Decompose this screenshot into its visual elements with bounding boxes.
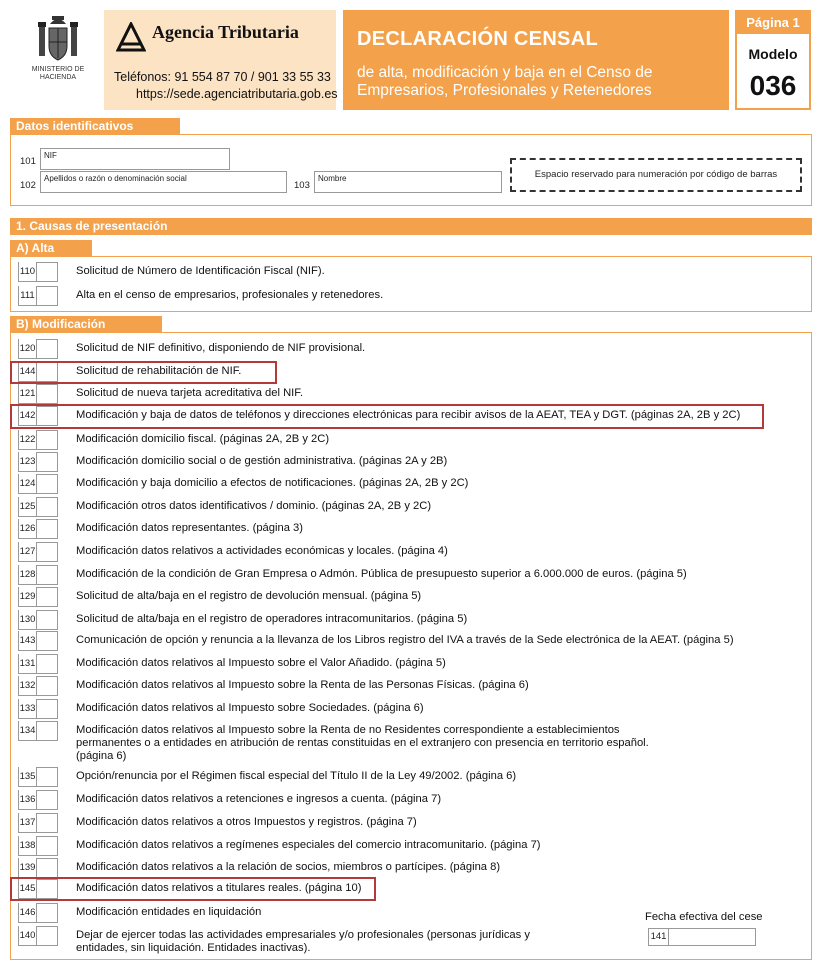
highlight-142 xyxy=(10,404,764,429)
cause-code-box xyxy=(18,903,60,923)
cause-code: 135 xyxy=(18,767,36,787)
cause-text: Modificación y baja domicilio a efectos de notificaciones. (páginas 2A, 2B y 2C) xyxy=(76,477,469,489)
cause-text: Modificación datos relativos a regímenes especiales del comercio intracomunitario. (página 7) xyxy=(76,839,541,851)
apellidos-field[interactable] xyxy=(40,171,287,193)
cause-text: Solicitud de Número de Identificación Fiscal (NIF). xyxy=(76,265,325,277)
cause-checkbox-127[interactable] xyxy=(36,542,58,562)
cause-checkbox-132[interactable] xyxy=(36,676,58,696)
cause-code: 130 xyxy=(18,610,36,630)
cause-code: 127 xyxy=(18,542,36,562)
cause-checkbox-123[interactable] xyxy=(36,452,58,472)
cause-code-box xyxy=(18,699,60,719)
highlight-145 xyxy=(10,877,376,901)
cause-code-box xyxy=(18,587,60,607)
cause-code: 139 xyxy=(18,858,36,878)
cause-code: 143 xyxy=(18,631,36,651)
cause-text: Modificación datos relativos al Impuesto sobre la Renta de no Residentes correspondiente a establecimientos permanentes o a entidades en atribución de rentas constituidas en el extranjero con presencia en territorio español. (página 6) xyxy=(76,724,649,762)
cause-code-box xyxy=(18,474,60,494)
cause-code: 126 xyxy=(18,519,36,539)
highlight-144 xyxy=(10,361,277,384)
apellidos-code: 102 xyxy=(20,180,36,191)
form-title: DECLARACIÓN CENSAL xyxy=(357,28,598,50)
cause-checkbox-121[interactable] xyxy=(36,384,58,404)
cause-checkbox-131[interactable] xyxy=(36,654,58,674)
apellidos-label: Apellidos o razón o denominación social xyxy=(44,174,187,183)
cause-text: Solicitud de alta/baja en el registro de operadores intracomunitarios. (página 5) xyxy=(76,613,468,625)
cause-code: 138 xyxy=(18,836,36,856)
alta-tab: A) Alta xyxy=(10,240,92,257)
cause-text: Modificación otros datos identificativos / dominio. (páginas 2A, 2B y 2C) xyxy=(76,500,432,512)
cause-text: Modificación entidades en liquidación xyxy=(76,906,262,918)
cause-checkbox-120[interactable] xyxy=(36,339,58,359)
cause-checkbox-133[interactable] xyxy=(36,699,58,719)
cause-code-box xyxy=(18,262,60,282)
cause-code: 124 xyxy=(18,474,36,494)
cause-checkbox-146[interactable] xyxy=(36,903,58,923)
barcode-space: Espacio reservado para numeración por código de barras xyxy=(510,158,802,192)
cause-code: 111 xyxy=(18,286,36,306)
cause-text: Solicitud de rehabilitación de NIF. xyxy=(76,365,242,377)
cause-text: Solicitud de NIF definitivo, disponiendo de NIF provisional. xyxy=(76,342,366,354)
form-title-box xyxy=(343,10,729,110)
fecha-cese-field[interactable] xyxy=(648,928,756,946)
cause-code: 132 xyxy=(18,676,36,696)
cause-checkbox-129[interactable] xyxy=(36,587,58,607)
agency-url[interactable]: https://sede.agenciatributaria.gob.es xyxy=(136,87,338,101)
cause-text: Modificación y baja de datos de teléfonos y direcciones electrónicas para recibir avisos de la AEAT, TEA y DGT. (páginas 2A, 2B y 2C) xyxy=(76,409,741,421)
cause-code: 125 xyxy=(18,497,36,517)
cause-checkbox-110[interactable] xyxy=(36,262,58,282)
nombre-field[interactable] xyxy=(314,171,502,193)
nif-field[interactable] xyxy=(40,148,230,170)
cause-code-box xyxy=(18,858,60,878)
cause-code: 142 xyxy=(18,406,36,426)
cause-code: 145 xyxy=(18,879,36,899)
cause-text: Modificación datos relativos a actividades económicas y locales. (página 4) xyxy=(76,545,448,557)
fecha-cese-label: Fecha efectiva del cese xyxy=(645,911,763,923)
agency-phones: Teléfonos: 91 554 87 70 / 901 33 55 33 xyxy=(114,70,331,84)
cause-code: 129 xyxy=(18,587,36,607)
cause-checkbox-130[interactable] xyxy=(36,610,58,630)
cause-checkbox-126[interactable] xyxy=(36,519,58,539)
cause-text: Modificación datos relativos a la relación de socios, miembros o partícipes. (página 8) xyxy=(76,861,501,873)
cause-text: Modificación datos relativos al Impuesto sobre la Renta de las Personas Físicas. (página 6) xyxy=(76,679,529,691)
agency-logo-icon xyxy=(116,22,146,52)
cause-text: Alta en el censo de empresarios, profesionales y retenedores. xyxy=(76,289,384,301)
cause-checkbox-135[interactable] xyxy=(36,767,58,787)
cause-code-box xyxy=(18,384,60,404)
coat-of-arms-icon xyxy=(35,14,81,66)
cause-checkbox-137[interactable] xyxy=(36,813,58,833)
cause-code: 140 xyxy=(18,926,36,946)
cause-text: Modificación de la condición de Gran Empresa o Admón. Pública de presupuesto superior a 6.000.000 de euros. (página 5) xyxy=(76,568,687,580)
form-subtitle: de alta, modificación y baja en el Censo de Empresarios, Profesionales y Retenedores xyxy=(357,64,653,99)
cause-checkbox-134[interactable] xyxy=(36,721,58,741)
cause-code: 146 xyxy=(18,903,36,923)
cause-code: 144 xyxy=(18,362,36,382)
cause-code-box xyxy=(18,519,60,539)
cause-text: Dejar de ejercer todas las actividades empresariales y/o profesionales (personas jurídicas y entidades, sin liquidación. Entidades inactivas). xyxy=(76,929,530,954)
ministry-crest xyxy=(18,14,98,94)
cause-code-box xyxy=(18,767,60,787)
cause-text: Comunicación de opción y renuncia a la llevanza de los Libros registro del IVA a través de la Sede electrónica de la AEAT. (página 5) xyxy=(76,634,734,646)
cause-code: 128 xyxy=(18,565,36,585)
cause-code-box xyxy=(18,836,60,856)
cause-checkbox-138[interactable] xyxy=(36,836,58,856)
fecha-cese-code: 141 xyxy=(649,929,669,945)
cause-checkbox-139[interactable] xyxy=(36,858,58,878)
cause-text: Solicitud de alta/baja en el registro de devolución mensual. (página 5) xyxy=(76,590,422,602)
cause-code: 134 xyxy=(18,721,36,741)
cause-code-box xyxy=(18,813,60,833)
datos-identificativos-tab: Datos identificativos xyxy=(10,118,180,135)
cause-checkbox-122[interactable] xyxy=(36,430,58,450)
cause-code-box xyxy=(18,542,60,562)
cause-code-box xyxy=(18,286,60,306)
cause-checkbox-124[interactable] xyxy=(36,474,58,494)
nif-label: NIF xyxy=(44,151,57,160)
cause-text: Solicitud de nueva tarjeta acreditativa del NIF. xyxy=(76,387,303,399)
cause-code-box xyxy=(18,721,60,741)
cause-text: Modificación datos relativos a retenciones e ingresos a cuenta. (página 7) xyxy=(76,793,442,805)
model-number: 036 xyxy=(749,70,797,101)
cause-code-box xyxy=(18,452,60,472)
cause-code: 123 xyxy=(18,452,36,472)
cause-code-box xyxy=(18,654,60,674)
ministry-name: MINISTERIO DE HACIENDA xyxy=(31,66,85,81)
nif-code: 101 xyxy=(20,156,36,167)
agency-name: Agencia Tributaria xyxy=(152,22,299,42)
cause-code-box xyxy=(18,565,60,585)
model-label: Modelo xyxy=(748,46,798,62)
nombre-code: 103 xyxy=(294,180,310,191)
cause-checkbox-143[interactable] xyxy=(36,631,58,651)
cause-code: 121 xyxy=(18,384,36,404)
cause-code-box xyxy=(18,339,60,359)
cause-code-box xyxy=(18,430,60,450)
cause-text: Modificación domicilio social o de gestión administrativa. (páginas 2A y 2B) xyxy=(76,455,448,467)
cause-checkbox-128[interactable] xyxy=(36,565,58,585)
cause-code: 136 xyxy=(18,790,36,810)
cause-code: 110 xyxy=(18,262,36,282)
nombre-label: Nombre xyxy=(318,174,347,183)
cause-code: 131 xyxy=(18,654,36,674)
cause-checkbox-136[interactable] xyxy=(36,790,58,810)
agency-box xyxy=(104,10,336,110)
cause-checkbox-140[interactable] xyxy=(36,926,58,946)
causas-presentacion-bar: 1. Causas de presentación xyxy=(10,218,812,235)
cause-code-box xyxy=(18,676,60,696)
cause-text: Modificación datos relativos a otros Impuestos y registros. (página 7) xyxy=(76,816,417,828)
page-label: Página 1 xyxy=(737,12,809,34)
cause-code-box xyxy=(18,497,60,517)
cause-text: Modificación datos relativos al Impuesto sobre Sociedades. (página 6) xyxy=(76,702,424,714)
cause-code: 133 xyxy=(18,699,36,719)
cause-code: 120 xyxy=(18,339,36,359)
cause-code-box xyxy=(18,790,60,810)
cause-text: Opción/renuncia por el Régimen fiscal especial del Título II de la Ley 49/2002. (página 6) xyxy=(76,770,517,782)
cause-checkbox-111[interactable] xyxy=(36,286,58,306)
page-model-box xyxy=(735,10,811,110)
cause-text: Modificación datos relativos a titulares reales. (página 10) xyxy=(76,882,362,894)
cause-code: 122 xyxy=(18,430,36,450)
cause-checkbox-125[interactable] xyxy=(36,497,58,517)
cause-code-box xyxy=(18,610,60,630)
modificacion-tab: B) Modificación xyxy=(10,316,162,333)
cause-text: Modificación datos representantes. (página 3) xyxy=(76,522,303,534)
cause-text: Modificación datos relativos al Impuesto sobre el Valor Añadido. (página 5) xyxy=(76,657,446,669)
cause-code: 137 xyxy=(18,813,36,833)
cause-code-box xyxy=(18,631,60,651)
cause-text: Modificación domicilio fiscal. (páginas 2A, 2B y 2C) xyxy=(76,433,330,445)
cause-code-box xyxy=(18,926,60,946)
